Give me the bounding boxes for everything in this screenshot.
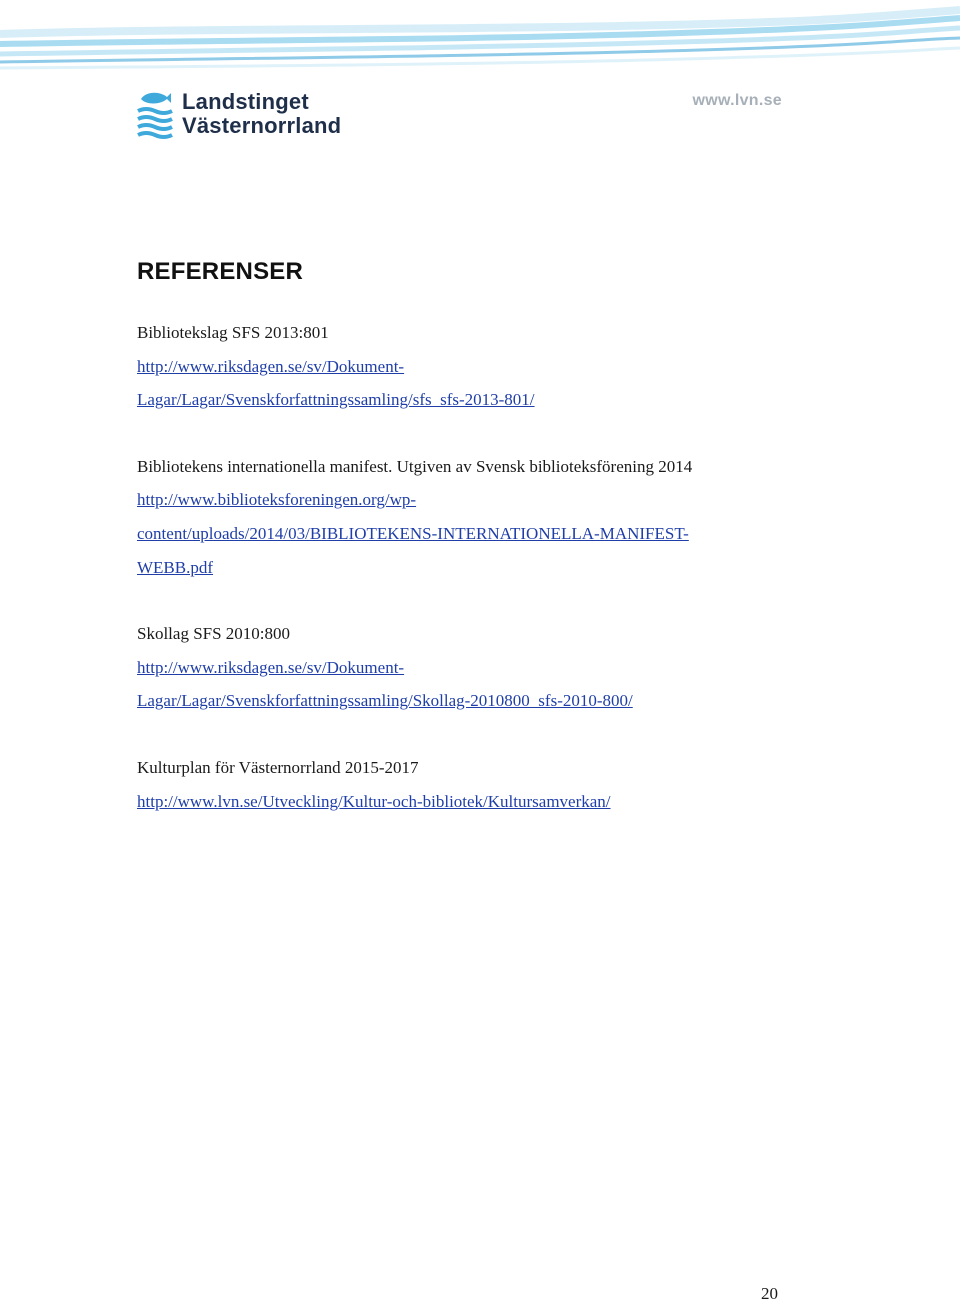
logo-line-2: Västernorrland (182, 113, 342, 138)
reference-link-line[interactable]: WEBB.pdf (137, 557, 214, 577)
decorative-wave-band (0, 0, 960, 80)
reference-link-line[interactable]: http://www.riksdagen.se/sv/Dokument- (137, 657, 405, 677)
reference-link-line[interactable]: Lagar/Lagar/Svenskforfattningssamling/Skollag-2010800_sfs-2010-800/ (137, 691, 633, 711)
reference-link-line[interactable]: http://www.riksdagen.se/sv/Dokument- (137, 356, 405, 376)
page-number: 20 (761, 1284, 778, 1303)
reference-item (137, 316, 817, 417)
fish-waves-logo-icon (136, 87, 174, 141)
logo-wordmark (182, 91, 341, 137)
logo-line-1: Landstinget (182, 89, 309, 114)
page-heading: REFERENSER (137, 258, 304, 285)
reference-title: Kulturplan för Västernorrland 2015-2017 (137, 757, 419, 777)
reference-item (137, 450, 817, 584)
reference-link-line[interactable]: http://www.lvn.se/Utveckling/Kultur-och-bibliotek/Kultursamverkan/ (137, 791, 611, 811)
reference-link-line[interactable]: http://www.biblioteksforeningen.org/wp- (137, 490, 417, 510)
reference-title: Bibliotekens internationella manifest. Utgiven av Svensk biblioteksförening 2014 (137, 456, 693, 476)
organization-logo (136, 86, 356, 142)
reference-title: Bibliotekslag SFS 2013:801 (137, 323, 329, 342)
references-list (137, 316, 817, 851)
reference-link-line[interactable]: Lagar/Lagar/Svenskforfattningssamling/sfs_sfs-2013-801/ (137, 390, 535, 410)
reference-link-line[interactable]: content/uploads/2014/03/BIBLIOTEKENS-INTERNATIONELLA-MANIFEST- (137, 523, 689, 543)
reference-item (137, 617, 817, 718)
reference-title: Skollag SFS 2010:800 (137, 624, 291, 644)
reference-item (137, 751, 817, 818)
site-url: www.lvn.se (692, 92, 782, 109)
